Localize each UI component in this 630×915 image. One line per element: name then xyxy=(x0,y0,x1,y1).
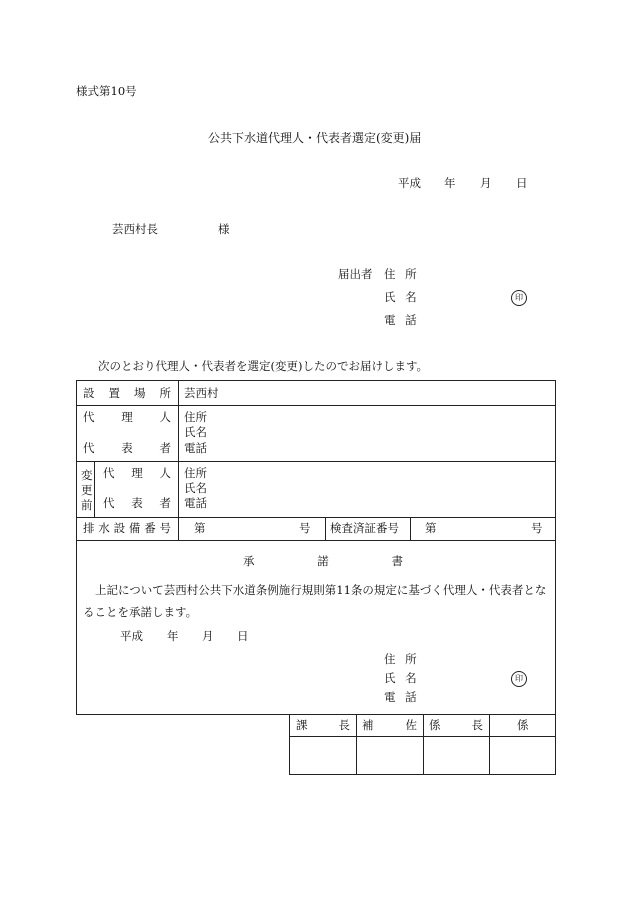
rep-label-char: 代 xyxy=(83,441,95,455)
drain-number-label xyxy=(83,523,171,535)
location-value: 芸西村 xyxy=(184,386,219,400)
rep-label-char: 者 xyxy=(159,441,171,455)
consent-title-char: 書 xyxy=(391,554,403,568)
approval-header-kacho xyxy=(296,720,350,732)
location-label-char: 所 xyxy=(159,386,171,400)
drain-number-go: 号 xyxy=(299,521,311,535)
drain-label-char: 番 xyxy=(144,521,156,535)
consent-date-month: 月 xyxy=(202,629,214,643)
date-era: 平成 xyxy=(398,176,421,190)
approval-header-kakari: 係 xyxy=(517,718,529,732)
agent-label-char: 理 xyxy=(121,410,133,424)
consent-seal-icon: 印 xyxy=(511,671,527,687)
inspection-number-label: 検査済証番号 xyxy=(330,521,399,535)
approval-header-char: 課 xyxy=(296,718,308,732)
inspection-number-go: 号 xyxy=(531,521,543,535)
before-rep-label-char: 者 xyxy=(159,496,171,510)
drain-label-char: 水 xyxy=(98,521,110,535)
approval-table xyxy=(289,715,556,775)
consent-date-era: 平成 xyxy=(120,629,143,643)
before-agent-label-char: 代 xyxy=(103,466,115,480)
addressee-honorific: 様 xyxy=(218,222,230,236)
agent-label xyxy=(83,412,171,424)
approval-header-char: 係 xyxy=(429,718,441,732)
drain-label-char: 設 xyxy=(113,521,126,535)
consent-title-char: 承 xyxy=(243,554,255,568)
before-name-label: 氏名 xyxy=(184,481,207,495)
approval-header-char: 長 xyxy=(338,718,350,732)
agent-label-char: 代 xyxy=(83,410,95,424)
approval-header-char: 長 xyxy=(471,718,483,732)
applicant-phone-label: 電 話 xyxy=(384,313,417,327)
drain-label-char: 備 xyxy=(128,521,141,535)
seal-icon: 印 xyxy=(511,290,527,306)
before-rep-label xyxy=(103,498,171,510)
consent-address-label: 住 所 xyxy=(384,652,417,666)
consent-title-char: 諾 xyxy=(317,554,329,568)
approval-header-char: 佐 xyxy=(405,718,417,732)
consent-phone-label: 電 話 xyxy=(384,690,417,704)
agent-phone-label: 電話 xyxy=(184,441,207,455)
intro-text: 次のとおり代理人・代表者を選定(変更)したのでお届けします。 xyxy=(98,359,429,373)
drain-number-dai: 第 xyxy=(194,521,206,535)
consent-date-year: 年 xyxy=(167,629,179,643)
date-year: 年 xyxy=(444,176,456,190)
consent-line-2: ることを承諾します。 xyxy=(83,605,198,619)
rep-label xyxy=(83,443,171,455)
consent-line-1: 上記について芸西村公共下水道条例施行規則第11条の規定に基づく代理人・代表者とな xyxy=(95,583,547,597)
before-agent-label-char: 人 xyxy=(159,466,171,480)
form-title: 公共下水道代理人・代表者選定(変更)届 xyxy=(208,131,422,145)
form-number: 様式第10号 xyxy=(76,84,137,98)
consent-date-day: 日 xyxy=(237,629,249,643)
agent-name-label: 氏名 xyxy=(184,425,207,439)
inspection-number-dai: 第 xyxy=(425,521,437,535)
drain-label-char: 号 xyxy=(159,521,171,535)
date-month: 月 xyxy=(480,176,492,190)
before-rep-label-char: 代 xyxy=(103,496,115,510)
agent-label-char: 人 xyxy=(159,410,171,424)
applicant-address-label: 住 所 xyxy=(384,267,417,281)
before-agent-label xyxy=(103,468,171,480)
date-day: 日 xyxy=(516,176,528,190)
before-change-label: 変更前 xyxy=(81,468,93,512)
location-label xyxy=(83,388,171,400)
form-table xyxy=(76,380,556,715)
addressee-name: 芸西村長 xyxy=(112,222,158,236)
before-rep-label-char: 表 xyxy=(131,496,143,510)
location-label-char: 場 xyxy=(134,386,146,400)
applicant-name-label: 氏 名 xyxy=(384,290,417,304)
approval-header-hosa xyxy=(362,720,417,732)
before-agent-label-char: 理 xyxy=(131,466,143,480)
consent-name-label: 氏 名 xyxy=(384,671,417,685)
location-label-char: 置 xyxy=(108,386,120,400)
before-phone-label: 電話 xyxy=(184,496,207,510)
approval-header-char: 補 xyxy=(362,718,374,732)
consent-title xyxy=(243,556,403,568)
applicant-label: 届出者 xyxy=(338,267,373,281)
approval-header-kakaricho xyxy=(429,720,483,732)
location-label-char: 設 xyxy=(83,386,95,400)
drain-label-char: 排 xyxy=(83,521,95,535)
agent-address-label: 住所 xyxy=(184,410,207,424)
rep-label-char: 表 xyxy=(121,441,133,455)
before-address-label: 住所 xyxy=(184,466,207,480)
